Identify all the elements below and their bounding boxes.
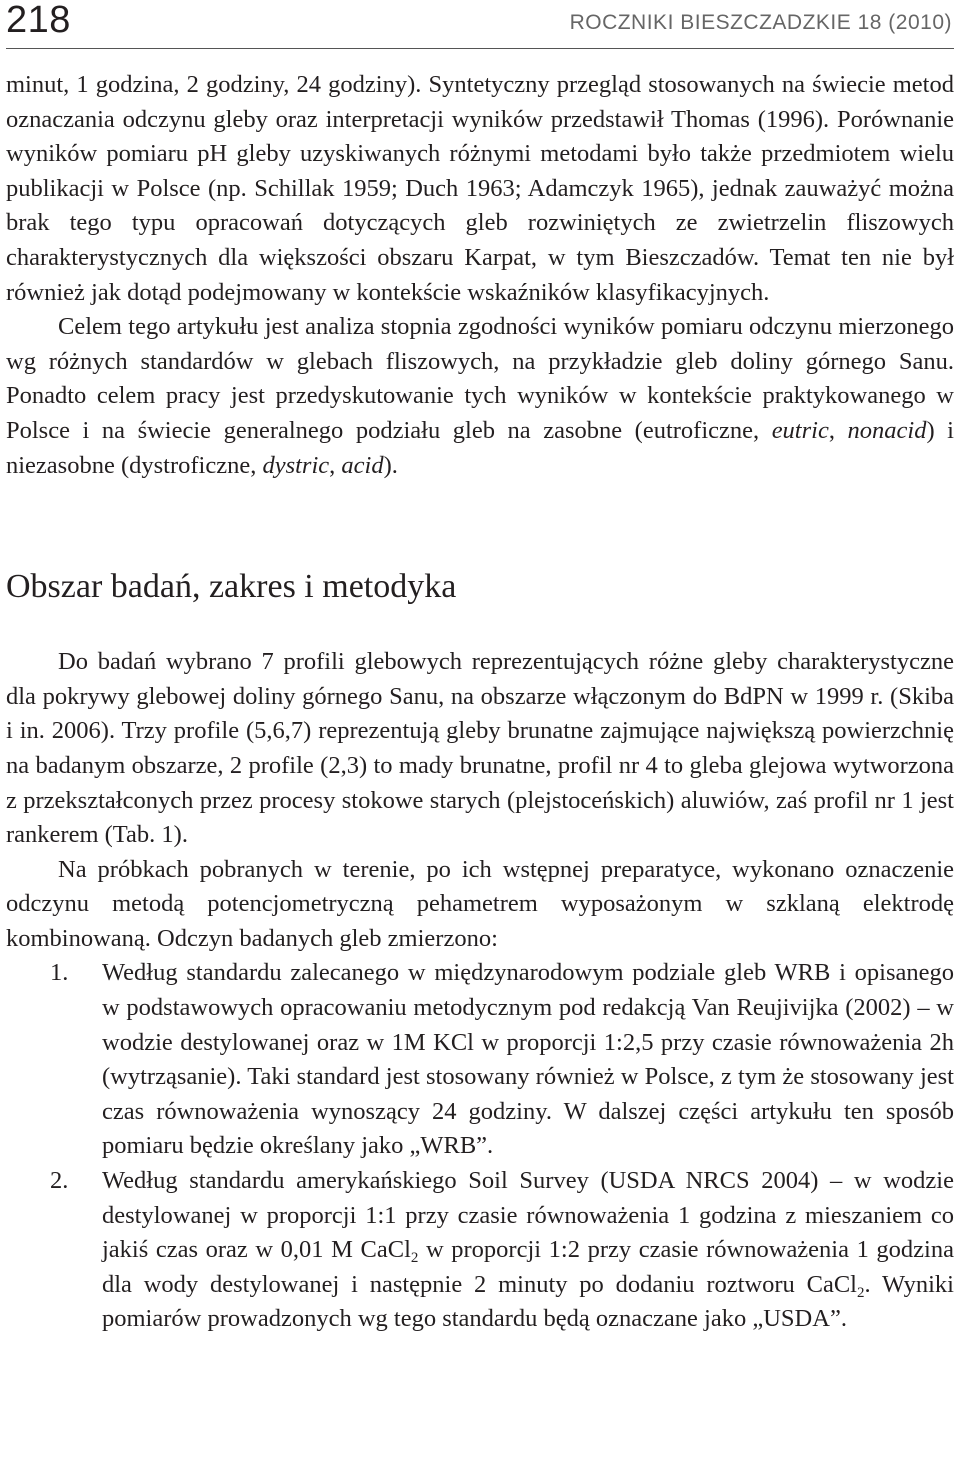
intro-p2-text-start: Celem tego artykułu jest analiza stopnia zgodności wyników pomiaru odczynu mierzonego wg różnych standardów w glebach fliszowych, na przykładzie gleb doliny górnego Sanu. Ponadto celem pracy jest przedyskutowanie tych wyników w kontekście praktykowanego w Polsce i na świecie generalnego podziału gleb na zasobne (eutroficzne, [6,313,954,444]
list-item-text-b: w proporcji 1:2 przy czasie równoważenia 1 godzina dla wody destylowanej i następnie 2 minuty po dodaniu roztworu CaCl [102,1236,954,1298]
subscript-b: 2 [856,1284,865,1301]
page-header [6,0,954,49]
term-nonacid: nonacid [847,416,927,444]
list-item [6,956,954,1164]
subscript-a: 2 [410,1250,419,1267]
term-dystric: dystric [262,451,330,479]
intro-p2-sep-2: , [329,451,342,479]
list-item-text: Według standardu zalecanego w międzynarodowym podziale gleb WRB i opisanego w podstawowych opracowaniu metodycznym pod redakcją Van Reujivijka (2002) – w wodzie destylowanej oraz w 1M KCl w proporcji 1:2,5 przy czasie równoważenia 2h (wytrząsanie). Taki standard jest stosowany również w Polsce, z tym że stosowany jest czas równoważenia wynoszący 24 godziny. W dalszej części artykułu ten sposób pomiaru będzie określany jako „WRB”. [102,959,954,1160]
term-acid: acid [341,451,384,479]
article-body [6,68,954,1337]
list-item-text-c: . Wyniki pomiarów prowadzonych wg tego standardu będą oznaczane jako „USDA”. [102,1270,954,1333]
intro-paragraph-1: minut, 1 godzina, 2 godziny, 24 godziny). Syntetyczny przegląd stosowanych na świecie metod oznaczania odczynu gleby oraz interpretacji wyników przedstawił Thomas (1996). Porównanie wyników pomiaru pH gleby uzyskiwanych różnymi metodami było także przedmiotem wielu publikacji w Polsce (np. Schillak 1959; Duch 1963; Adamczyk 1965), jednak zauważyć można brak tego typu opracowań dotyczących gleb rozwiniętych ze zwietrzelin fliszowych charakterystycznych dla większości obszaru Karpat, w tym Bieszczadów. Temat ten nie był również jak dotąd podejmowany w kontekście wskaźników klasyfikacyjnych. [6,71,954,306]
intro-p2-text-end: ). [383,451,398,479]
methods-list [6,956,954,1337]
list-item-text-a: Według standardu amerykańskiego Soil Survey (USDA NRCS 2004) – w wodzie destylowanej w proporcji 1:1 przy czasie równoważenia 1 godzina z mieszaniem co jakiś czas oraz w 0,01 M CaCl [102,1167,954,1264]
section-paragraph-1: Do badań wybrano 7 profili glebowych reprezentujących różne gleby charakterystyczne dla pokrywy glebowej doliny górnego Sanu, na obszarze włączonym do BdPN w 1999 r. (Skiba i in. 2006). Trzy profile (5,6,7) reprezentują gleby brunatne zajmujące największą powierzchnię na badanym obszarze, 2 profile (2,3) to mady brunatne, profil nr 4 to gleba glejowa wytworzona z przekształconych przez procesy stokowe starych (plejstoceńskich) aluwiów, zaś profil nr 1 jest rankerem (Tab. 1). [6,648,954,849]
page-number: 218 [6,0,71,41]
intro-p2-sep-1: , [828,416,848,444]
term-eutric: eutric [771,416,829,444]
list-item-number: 1. [50,959,69,987]
running-head: ROCZNIKI BIESZCZADZKIE 18 (2010) [569,11,952,34]
section-body [6,645,954,1337]
list-item [6,1164,954,1337]
section-title: Obszar badań, zakres i metodyka [6,568,457,606]
intro-p2-text-mid: ) i niezasobne (dystroficzne, [6,416,954,479]
section-paragraph-2: Na próbkach pobranych w terenie, po ich wstępnej preparatyce, wykonano oznaczenie odczynu metodą potencjometryczną pehametrem wyposażonym w szklaną elektrodę kombinowaną. Odczyn badanych gleb zmierzono: [6,855,954,952]
intro-paragraph-2 [6,310,954,483]
list-item-number: 2. [50,1167,69,1195]
